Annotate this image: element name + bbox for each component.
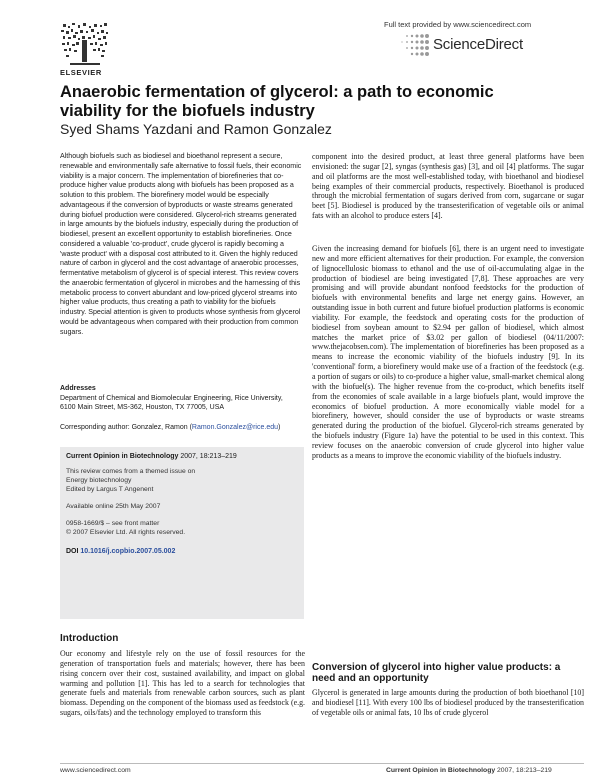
fulltext-note: Full text provided by www.sciencedirect.com	[384, 20, 532, 29]
footer-website-link[interactable]: www.sciencedirect.com	[60, 767, 131, 774]
themed-issue-intro: This review comes from a themed issue on	[66, 468, 196, 475]
sciencedirect-wordmark: ScienceDirect	[433, 36, 523, 53]
publisher-wordmark: ELSEVIER	[60, 68, 102, 77]
footer-divider	[60, 763, 584, 764]
introduction-paragraph: Our economy and lifestyle rely on the use of fossil resources for the generation of transportation fuels and materials; however, there has been rising concern over their cost, sustained availability, and impact on global warming and pollution [1]. This has led to a search for technologies that generate fuels and materials from renewable carbon sources, such as plant biomass. Depending on the component of the biomass used as feedstock (e.g. sugars, oils/fats) and the technology employed to transform this	[60, 649, 305, 718]
copyright-line: © 2007 Elsevier Ltd. All rights reserved.	[66, 529, 186, 536]
themed-issue-topic: Energy biotechnology	[66, 477, 132, 484]
themed-issue-editor: Edited by Largus T Angenent	[66, 486, 154, 493]
footer-year-pages: 2007, 18:213–219	[495, 767, 552, 774]
doi-link[interactable]: 10.1016/j.copbio.2007.05.002	[80, 548, 176, 555]
body-paragraph-1: component into the desired product, at least three general platforms have been envisioned: the sugar [2], syngas (synthesis gas) [3], and oil [4] platforms. The sugar and oil platforms are the most well-established today, with bioethanol and biodiesel being examples of their commercial products, respectively. Bioethanol is produced through the microbial fermentation of sugars derived from corn, sugarcane or sugar beet [5]. Biodiesel is produced by the transesterification of vegetable oils or animal fats with an alcohol to produce esters [4].	[312, 152, 584, 221]
section-heading-conversion: Conversion of glycerol into higher value products: a need and an opportunity	[312, 662, 561, 684]
body-paragraph-3: Glycerol is generated in large amounts during the production of both bioethanol [10] and biodiesel [11]. With every 100 lbs of biodiesel produced by the transesterification of vegetable oils or animal fats, 10 lbs of crude glycerol	[312, 688, 584, 717]
addresses-text: Department of Chemical and Biomolecular Engineering, Rice University, 6100 Main Street, MS-362, Houston, TX 77005, USA	[60, 395, 283, 411]
issn-line: 0958-1669/$ – see front matter	[66, 520, 160, 527]
abstract: Although biofuels such as biodiesel and bioethanol represent a secure, renewable and environmentally safe alternative to fossil fuels, their economic viability is a major concern. The implementation of biorefineries that co-produce higher value products along with biofuels has been proposed as a solution to this problem. The biorefinery model would be especially advantageous if the conversion of byproducts or waste streams generated during biofuel production were considered. Glycerol-rich streams generated in large amounts by the biofuels industry, especially during the production of biodiesel, present an excellent opportunity to establish biorefineries. Once considered a valuable 'co-product', crude glycerol is rapidly becoming a 'waste product' with a disposal cost attributed to it. Given the highly reduced nature of carbon in glycerol and the cost advantage of anaerobic processes, fermentative metabolism of glycerol is of special interest. This review covers the anaerobic fermentation of glycerol in microbes and the harnessing of this metabolic process to convert abundant and low-priced glycerol streams into higher value products, thus creating a path to viability for the biofuels industry. Special attention is given to products whose synthesis from glycerol would be advantageous when compared with their production from common sugars.	[60, 152, 302, 336]
article-title: Anaerobic fermentation of glycerol: a path to economic viability for the biofuels industry	[60, 83, 494, 120]
available-online-date: Available online 25th May 2007	[66, 503, 161, 510]
introduction-heading: Introduction	[60, 633, 119, 644]
journal-name: Current Opinion in Biotechnology	[66, 453, 179, 460]
doi-label: DOI	[66, 548, 81, 555]
body-paragraph-2: Given the increasing demand for biofuels [6], there is an urgent need to investigate new and more efficient alternatives for their production. For example, the conversion of lignocellulosic biomass to ethanol and the use of oil-accumulating algae in the production of biodiesel are being investigated [7,8]. These approaches are very promising and will provide abundant nonfood feedstocks for the production of biofuels with environmental benefits and large net energy gains. However, an outstanding issue in both current and future biofuel production platforms is economic viability. For example, the feedstock and operating costs for the production of biodiesel from soybean amount to $2.94 per gallon of biodiesel, which almost matches the market price of $3.02 per gallon of biodiesel (04/11/2007: www.thejacobsen.com). The implementation of biorefineries has been proposed as a means to increase the economic viability of the biofuels industry [9]. In its 'conventional' form, a biorefinery would make use of a fraction of the feedstock (e.g. a portion of sugars or oils) to co-produce a higher value, small-market chemical along with the biofuel(s). The higher revenue from the co-product, which benefits itself from the economies of scale available in a large biofuels plant, would improve the economics of biofuel production. A more economically viable model for a biorefinery, however, should consider the use of byproducts or waste streams generated during the production of the biofuel. Glycerol-rich streams generated by the biofuels industry (Figure 1a) have the potential to be used in this context. This review focuses on the anaerobic conversion of crude glycerol into higher value products as a means to improve the economic viability of the biofuels industry.	[312, 244, 584, 460]
addresses-heading: Addresses	[60, 385, 96, 392]
sciencedirect-dots-logo	[396, 32, 432, 58]
author-email-link[interactable]: Ramon.Gonzalez@rice.edu	[191, 424, 278, 431]
footer-journal-citation	[386, 767, 552, 774]
corresponding-suffix: )	[278, 424, 281, 431]
corresponding-author	[60, 423, 302, 432]
journal-citation	[66, 453, 237, 460]
article-authors: Syed Shams Yazdani and Ramon Gonzalez	[60, 121, 332, 137]
doi-line	[66, 548, 175, 555]
corresponding-prefix: Corresponding author: Gonzalez, Ramon (	[60, 424, 192, 431]
elsevier-tree-logo	[60, 22, 110, 68]
journal-year-volume: 2007, 18:213–219	[178, 453, 237, 460]
footer-journal-name: Current Opinion in Biotechnology	[386, 767, 496, 774]
